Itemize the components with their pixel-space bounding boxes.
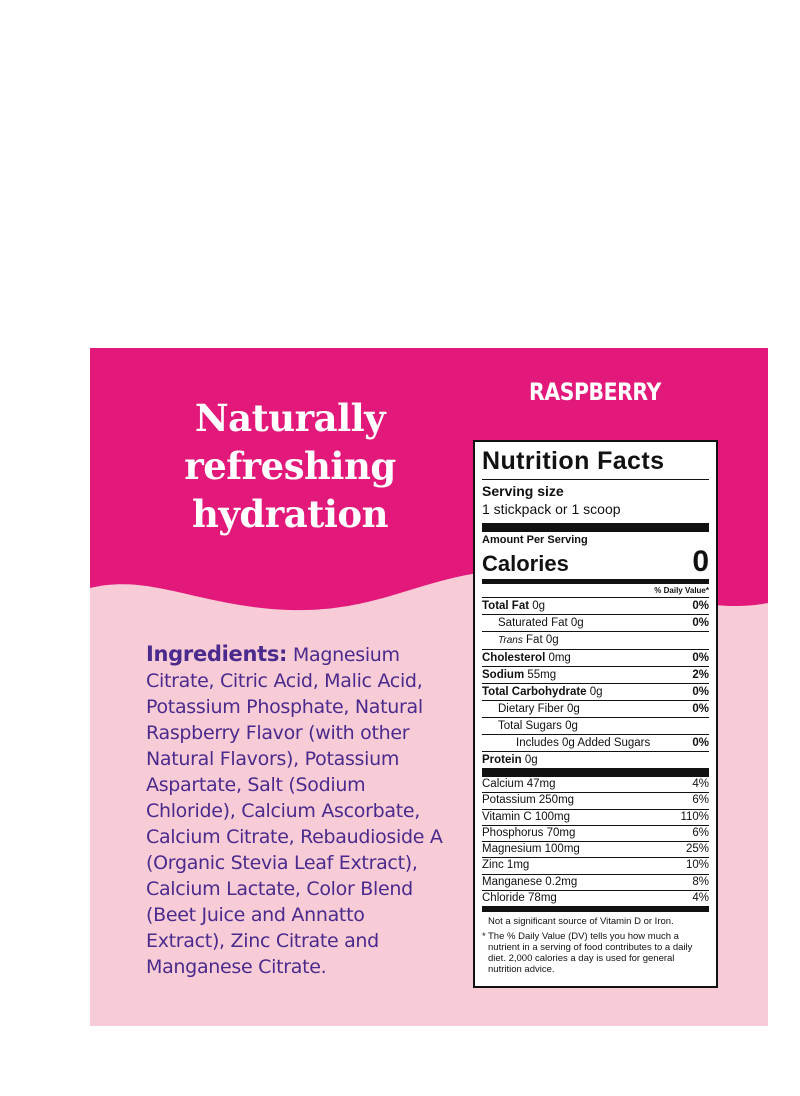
- headline-line-1: Naturally: [194, 396, 386, 440]
- nutrient-row-dietary-fiber: [482, 701, 709, 718]
- headline-line-2: refreshing: [184, 444, 396, 488]
- vitamin-row-calcium: [482, 777, 709, 793]
- footnote-daily-value-text: The % Daily Value (DV) tells you how much a nutrient in a serving of food contributes to a daily diet. 2,000 calories a day is used for general nutrition advice.: [488, 931, 693, 976]
- nutrient-dv: 0%: [692, 703, 709, 715]
- nutrient-name: Cholesterol: [482, 652, 546, 664]
- vitamin-name: Calcium 47mg: [482, 778, 556, 790]
- nutrient-name: Dietary Fiber 0g: [498, 703, 580, 715]
- nutrient-name: Total Sugars 0g: [498, 720, 578, 732]
- vitamin-name: Manganese 0.2mg: [482, 875, 578, 888]
- footnote-asterisk: *: [482, 931, 486, 943]
- headline-line-3: hydration: [192, 492, 388, 536]
- nutrient-row-total-carbohydrate: [482, 684, 709, 701]
- vitamin-row-vitamin-c: [482, 810, 709, 826]
- ingredients-text: [146, 641, 446, 980]
- nutrient-amount: 0g: [521, 754, 538, 766]
- vitamin-dv: 4%: [692, 892, 709, 905]
- nutrient-row-cholesterol: [482, 650, 709, 667]
- vitamin-dv: 25%: [685, 843, 709, 856]
- nutrient-row-sodium: [482, 667, 709, 684]
- nutrient-amount: 55mg: [524, 669, 557, 681]
- vitamin-dv: 110%: [680, 810, 709, 823]
- calories-value: 0: [692, 545, 709, 578]
- nutrient-dv: 0%: [692, 617, 709, 629]
- nutrient-row-total-fat: [482, 598, 709, 615]
- nutrition-facts-title: Nutrition Facts: [482, 447, 665, 475]
- headline: [140, 394, 440, 538]
- nutrient-name: Total Fat: [482, 600, 530, 612]
- calories-label: Calories: [482, 551, 569, 576]
- vitamin-dv: 6%: [692, 826, 709, 839]
- nutrient-name: Includes 0g Added Sugars: [516, 737, 651, 749]
- nutrient-name: Sodium: [482, 669, 525, 681]
- vitamin-row-manganese: [482, 875, 709, 891]
- nutrient-name: Total Carbohydrate: [482, 686, 587, 698]
- footnote-not-significant: Not a significant source of Vitamin D or Iron.: [488, 916, 674, 928]
- vitamin-name: Phosphorus 70mg: [482, 826, 576, 839]
- nutrient-dv: 0%: [692, 737, 709, 749]
- nutrient-amount: 0g: [529, 600, 546, 612]
- amount-per-serving: Amount Per Serving: [482, 534, 588, 546]
- nutrient-dv: 0%: [692, 652, 709, 664]
- nutrient-dv: 0%: [692, 600, 709, 612]
- vitamin-name: Magnesium 100mg: [482, 843, 580, 856]
- vitamin-dv: 6%: [692, 794, 709, 807]
- thick-divider: [482, 523, 709, 532]
- nutrient-amount: 0g: [586, 686, 603, 698]
- serving-size-label: Serving size: [482, 483, 564, 499]
- nutrient-name: Saturated Fat 0g: [498, 617, 584, 629]
- vitamin-row-potassium: [482, 793, 709, 809]
- nutrient-row-protein: [482, 752, 709, 768]
- vitamin-dv: 8%: [692, 875, 709, 888]
- vitamin-row-chloride: [482, 891, 709, 912]
- nutrient-name: Protein: [482, 754, 522, 766]
- thick-divider: [482, 768, 709, 777]
- nutrient-dv: 2%: [692, 669, 709, 681]
- nutrition-facts-label: [473, 440, 718, 988]
- nutrient-amount: 0mg: [545, 652, 571, 664]
- nutrient-row-total-sugars: [482, 718, 709, 735]
- nutrient-name-italic: Trans: [498, 635, 523, 646]
- vitamin-name: Potassium 250mg: [482, 794, 575, 807]
- divider: [482, 479, 709, 480]
- nutrient-dv: 0%: [692, 686, 709, 698]
- daily-value-header: % Daily Value*: [482, 584, 709, 598]
- vitamin-name: Vitamin C 100mg: [482, 810, 570, 823]
- serving-size-value: 1 stickpack or 1 scoop: [482, 501, 621, 517]
- vitamin-name: Zinc 1mg: [482, 859, 530, 872]
- nutrient-row-added-sugars: [482, 735, 709, 752]
- vitamin-name: Chloride 78mg: [482, 892, 557, 905]
- vitamin-dv: 10%: [685, 859, 709, 872]
- vitamin-row-phosphorus: [482, 826, 709, 842]
- ingredients-list: Magnesium Citrate, Citric Acid, Malic Acid, Potassium Phosphate, Natural Raspberry Flavor (with other Natural Flavors), Potassium Aspartate, Salt (Sodium Chloride), Calcium Ascorbate, Calcium Citrate, Rebaudioside A (Organic Stevia Leaf Extract), Calcium Lactate, Color Blend (Beet Juice and Annatto Extract), Zinc Citrate and Manganese Citrate.: [146, 644, 443, 978]
- nutrient-row-saturated-fat: [482, 615, 709, 632]
- calories-row: [482, 547, 709, 577]
- flavor-name: RASPBERRY: [529, 378, 661, 406]
- nutrient-row-trans-fat: [482, 632, 709, 650]
- vitamin-row-zinc: [482, 858, 709, 874]
- vitamin-dv: 4%: [692, 778, 709, 790]
- footnote-daily-value: [482, 931, 709, 975]
- ingredients-label: Ingredients:: [146, 642, 288, 666]
- vitamin-row-magnesium: [482, 842, 709, 858]
- nutrient-amount: Fat 0g: [522, 634, 559, 646]
